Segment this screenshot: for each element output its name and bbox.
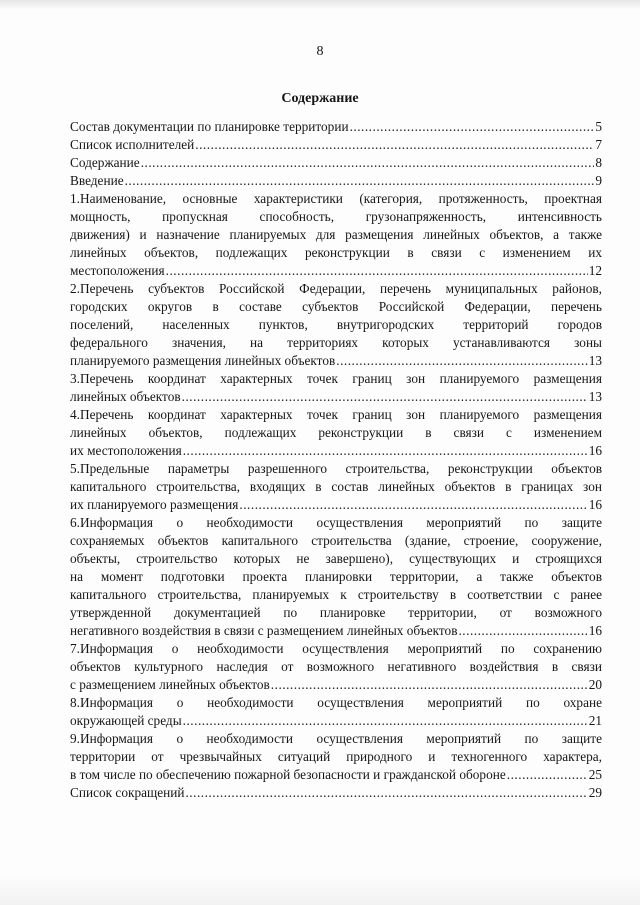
toc-entry-line: линейных объектов, подлежащих реконструкции в связи с изменением: [70, 425, 602, 440]
toc-entry-title: Список исполнителей: [70, 137, 195, 152]
toc-entry-last-line: [70, 118, 602, 136]
dot-leader: [183, 712, 588, 730]
toc-entry-title: в том числе по обеспечению пожарной безопасности и гражданской обороне: [70, 767, 506, 782]
toc-entry-title: их планируемого размещения: [70, 497, 239, 512]
toc-entry-page: 12: [588, 263, 602, 278]
toc-entry-line: 5.Предельные параметры разрешенного строительства, реконструкции объектов: [70, 461, 602, 476]
toc-entry-line: на момент подготовки проекта планировки территории, а также объектов: [70, 569, 602, 584]
dot-leader: [350, 118, 595, 136]
toc-entry-last-line: [70, 388, 602, 406]
toc-entry-title: Введение: [70, 173, 124, 188]
toc-entry-title: негативного воздействия в связи с размещением линейных объектов: [70, 623, 458, 638]
dot-leader: [239, 496, 587, 514]
toc-entry-last-line: [70, 172, 602, 190]
toc-entry-last-line: [70, 784, 602, 802]
toc-entry-last-line: [70, 352, 602, 370]
toc-entry: [70, 154, 602, 172]
toc-entry-line: сохраняемых объектов капитального строительства (здание, строение, сооружение,: [70, 533, 602, 548]
toc-entry-line: линейных объектов, подлежащих реконструкции в связи с изменением их: [70, 245, 602, 260]
toc-entry-line: 2.Перечень субъектов Российской Федерации, перечень муниципальных районов,: [70, 281, 602, 296]
dot-leader: [183, 442, 588, 460]
toc-entry-page: 16: [588, 443, 602, 458]
dot-leader: [185, 784, 587, 802]
dot-leader: [507, 766, 588, 784]
toc-entry: [70, 190, 602, 280]
toc-entry-line: территории от чрезвычайных ситуаций природного и техногенного характера,: [70, 749, 602, 764]
table-of-contents: [70, 118, 602, 802]
toc-entry: [70, 640, 602, 694]
toc-entry-line: утвержденной документацией по планировке территории, от возможного: [70, 605, 602, 620]
toc-entry-title: планируемого размещения линейных объектов: [70, 353, 336, 368]
toc-entry-line: городских округов в составе субъектов Российской Федерации, перечень: [70, 299, 602, 314]
toc-entry-page: 8: [595, 155, 602, 170]
toc-entry-last-line: [70, 676, 602, 694]
toc-entry-last-line: [70, 766, 602, 784]
toc-title: Содержание: [281, 91, 359, 106]
dot-leader: [458, 622, 587, 640]
toc-entry-page: 16: [588, 623, 602, 638]
toc-entry-line: капитального строительства, планируемых к строительству в соответствии с ранее: [70, 587, 602, 602]
toc-entry: [70, 730, 602, 784]
toc-entry-last-line: [70, 136, 602, 154]
toc-entry-line: 9.Информация о необходимости осуществления мероприятий по защите: [70, 731, 602, 746]
toc-entry-title: местоположения: [70, 263, 165, 278]
toc-entry-line: 7.Информация о необходимости осуществления мероприятий по сохранению: [70, 641, 602, 656]
toc-entry: [70, 694, 602, 730]
page-number: 8: [316, 44, 324, 59]
toc-entry-title: Содержание: [70, 155, 140, 170]
toc-entry-line: 8.Информация о необходимости осуществления мероприятий по охране: [70, 695, 602, 710]
scan-edge-top: [0, 0, 640, 10]
toc-entry-page: 9: [595, 173, 602, 188]
toc-entry-last-line: [70, 154, 602, 172]
toc-entry-line: поселений, населенных пунктов, внутригородских территорий городов: [70, 317, 602, 332]
dot-leader: [271, 676, 588, 694]
toc-entry-line: движения) и назначение планируемых для размещения линейных объектов, а также: [70, 227, 602, 242]
toc-entry-page: 7: [595, 137, 602, 152]
toc-entry-line: объектов культурного наследия от возможного негативного воздействия в связи: [70, 659, 602, 674]
dot-leader: [182, 388, 588, 406]
toc-entry-page: 20: [588, 677, 602, 692]
dot-leader: [336, 352, 587, 370]
toc-entry-last-line: [70, 622, 602, 640]
toc-entry-title: окружающей среды: [70, 713, 182, 728]
toc-entry-page: 13: [588, 389, 602, 404]
toc-entry-line: федерального значения, на территориях которых устанавливаются зоны: [70, 335, 602, 350]
toc-entry-page: 16: [588, 497, 602, 512]
toc-entry: [70, 784, 602, 802]
toc-entry-line: капитального строительства, входящих в состав линейных объектов в границах зон: [70, 479, 602, 494]
toc-entry-last-line: [70, 262, 602, 280]
toc-entry-last-line: [70, 496, 602, 514]
toc-entry-title: Состав документации по планировке территории: [70, 119, 349, 134]
toc-entry: [70, 118, 602, 136]
toc-entry-line: 1.Наименование, основные характеристики (категория, протяженность, проектная: [70, 191, 602, 206]
toc-entry-page: 25: [588, 767, 602, 782]
toc-entry-title: с размещением линейных объектов: [70, 677, 270, 692]
toc-entry: [70, 280, 602, 370]
dot-leader: [166, 262, 588, 280]
toc-entry-line: объекты, строительство которых не завершено), существующих и строящихся: [70, 551, 602, 566]
toc-entry-title: их местоположения: [70, 443, 182, 458]
toc-entry: [70, 136, 602, 154]
dot-leader: [125, 172, 595, 190]
toc-entry-last-line: [70, 442, 602, 460]
toc-entry-page: 29: [588, 785, 602, 800]
toc-entry-line: 3.Перечень координат характерных точек границ зон планируемого размещения: [70, 371, 602, 386]
toc-entry-page: 21: [588, 713, 602, 728]
scan-edge-bottom: [0, 875, 640, 905]
toc-entry-page: 5: [595, 119, 602, 134]
toc-entry-line: мощность, пропускная способность, грузонапряженность, интенсивность: [70, 209, 602, 224]
toc-entry: [70, 406, 602, 460]
toc-entry: [70, 514, 602, 640]
toc-entry-line: 6.Информация о необходимости осуществления мероприятий по защите: [70, 515, 602, 530]
dot-leader: [195, 136, 594, 154]
toc-entry-title: Список сокращений: [70, 785, 185, 800]
toc-entry-page: 13: [588, 353, 602, 368]
toc-entry: [70, 172, 602, 190]
toc-entry-line: 4.Перечень координат характерных точек границ зон планируемого размещения: [70, 407, 602, 422]
toc-entry: [70, 370, 602, 406]
toc-entry-title: линейных объектов: [70, 389, 181, 404]
dot-leader: [141, 154, 595, 172]
toc-entry-last-line: [70, 712, 602, 730]
toc-entry: [70, 460, 602, 514]
